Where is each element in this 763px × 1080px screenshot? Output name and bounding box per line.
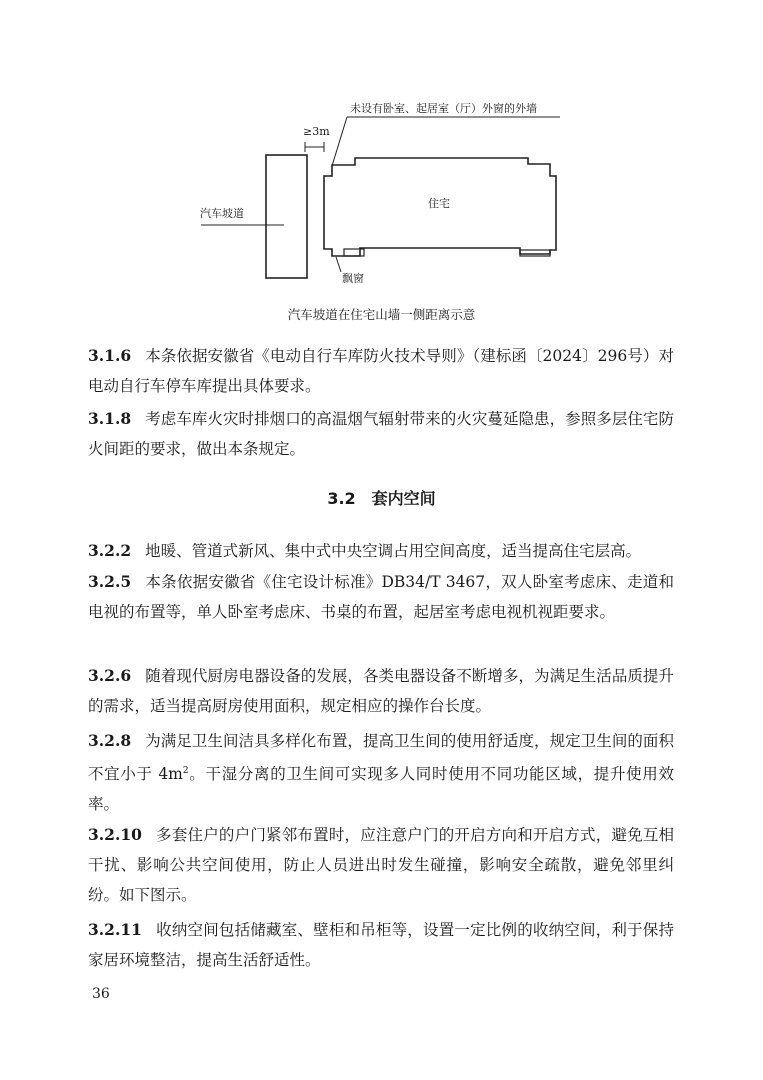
clause-number: 3.2.6 — [88, 666, 132, 685]
label-ramp: 汽车坡道 — [200, 207, 244, 220]
clause-number: 3.1.6 — [88, 346, 132, 365]
clause-text: 随着现代厨房电器设备的发展，各类电器设备不断增多，为满足生活品质提升的需求，适当提高厨房使用面积，规定相应的操作台长度。 — [88, 667, 674, 715]
ramp-distance-figure — [0, 0, 763, 330]
clause-number: 3.2.5 — [88, 572, 132, 591]
section-title: 套内空间 — [371, 489, 436, 508]
label-distance: ≥3m — [303, 125, 330, 138]
label-house: 住宅 — [428, 197, 450, 210]
section-heading — [0, 486, 763, 509]
clause-text: 收纳空间包括储藏室、壁柜和吊柜等，设置一定比例的收纳空间，利于保持家居环境整洁，提高生活舒适性。 — [88, 921, 674, 969]
clause-3-1-8 — [88, 404, 674, 464]
clause-number: 3.2.2 — [88, 541, 132, 560]
clause-text: 本条依据安徽省《电动自行车库防火技术导则》（建标函〔2024〕296号）对电动自行车停车库提出具体要求。 — [88, 347, 674, 395]
clause-3-1-6 — [88, 341, 674, 401]
clause-number: 3.2.10 — [88, 825, 142, 844]
figure-caption: 汽车坡道在住宅山墙一侧距离示意 — [287, 307, 476, 322]
ramp-shape — [266, 155, 307, 278]
superscript: 2 — [182, 766, 189, 776]
label-bay-window: 飘窗 — [342, 272, 364, 285]
page-number: 36 — [92, 986, 110, 1002]
clause-text: 地暖、管道式新风、集中式中央空调占用空间高度，适当提高住宅层高。 — [145, 542, 642, 560]
clause-text: 多套住户的户门紧邻布置时，应注意户门的开启方向和开启方式，避免互相干扰、影响公共空间使用，防止人员进出时发生碰撞，影响安全疏散，避免邻里纠纷。如下图示。 — [88, 826, 674, 904]
clause-3-2-11 — [88, 915, 674, 975]
clause-3-2-8 — [88, 726, 674, 819]
section-number: 3.2 — [327, 489, 356, 508]
figure-drawing — [0, 0, 763, 330]
clause-number: 3.1.8 — [88, 409, 132, 428]
clause-3-2-6 — [88, 661, 674, 721]
clause-3-2-5 — [88, 567, 674, 627]
clause-text: 本条依据安徽省《住宅设计标准》DB34/T 3467，双人卧室考虑床、走道和电视的布置等，单人卧室考虑床、书桌的布置，起居室考虑电视机视距要求。 — [88, 573, 674, 621]
label-exterior-wall: 未设有卧室、起居室（厅）外窗的外墙 — [350, 102, 537, 115]
clause-3-2-10 — [88, 820, 674, 910]
clause-text: 为满足卫生间洁具多样化布置，提高卫生间的使用舒适度，规定卫生间的面积不宜小于 4m — [88, 732, 674, 784]
clause-number: 3.2.11 — [88, 920, 142, 939]
clause-3-2-2 — [88, 536, 674, 566]
clause-text: 考虑车库火灾时排烟口的高温烟气辐射带来的火灾蔓延隐患，参照多层住宅防火间距的要求，做出本条规定。 — [88, 410, 674, 458]
clause-text-cont: 。干湿分离的卫生间可实现多人同时使用不同功能区域，提升使用效率。 — [88, 765, 674, 814]
clause-number: 3.2.8 — [88, 731, 132, 750]
